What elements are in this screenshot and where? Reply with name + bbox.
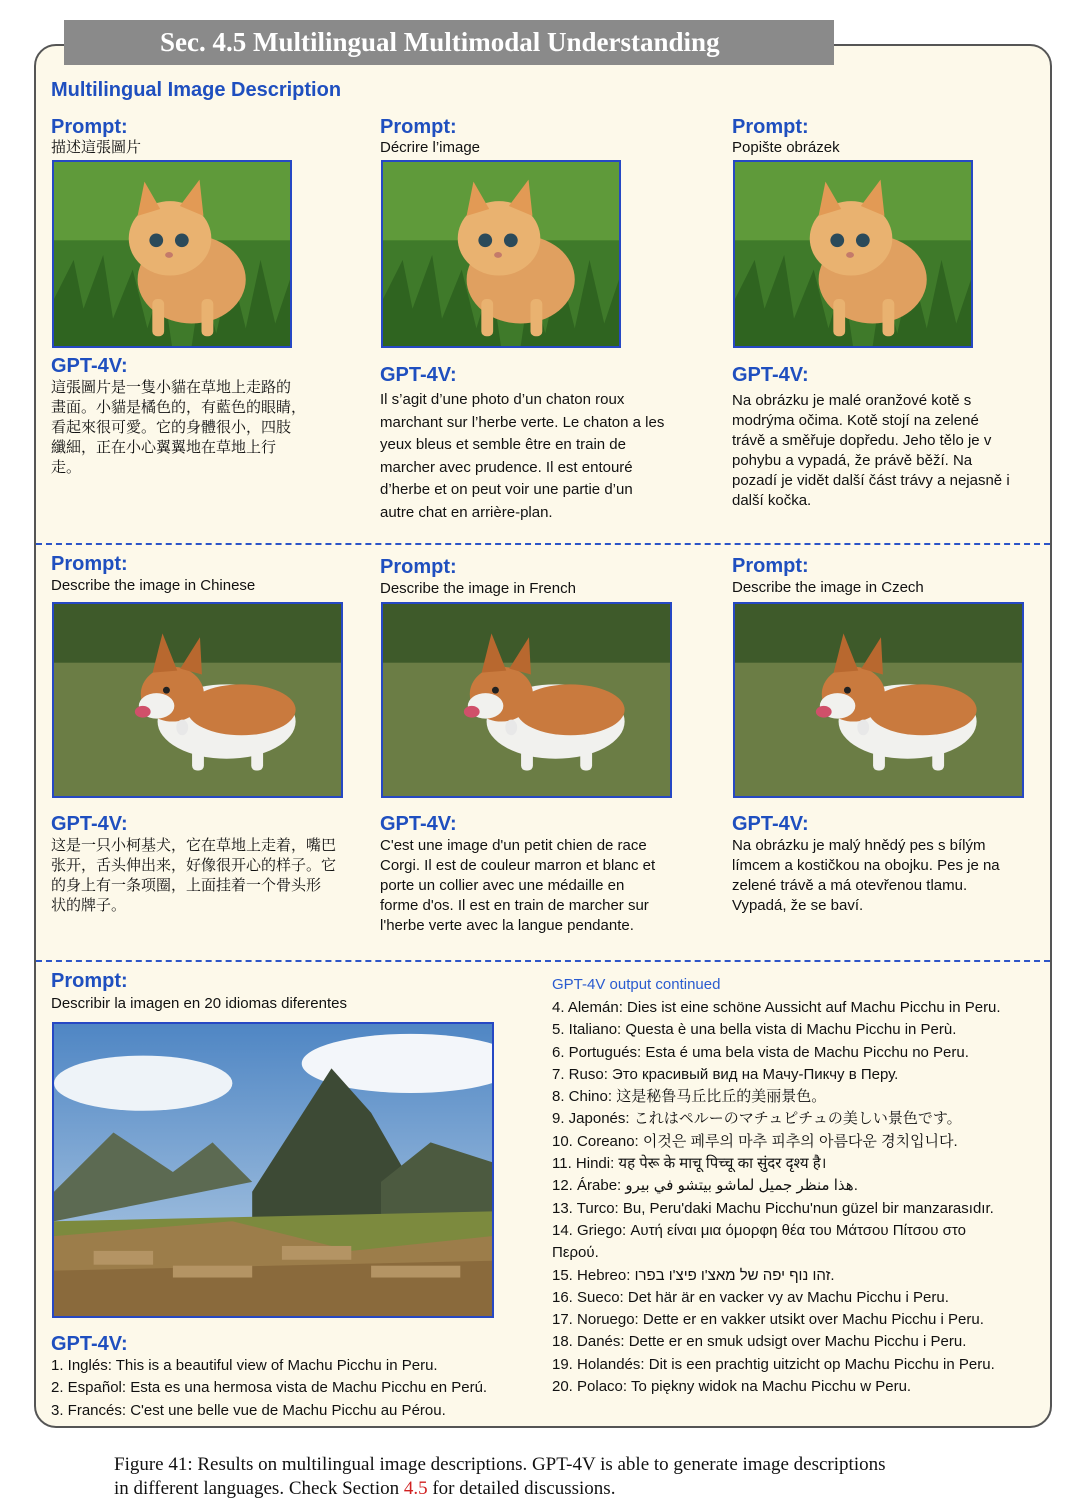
response-line: marcher avec prudence. Il est entouré — [380, 458, 633, 476]
corgi-image — [733, 602, 1024, 798]
response-line: Na obrázku je malé oranžové kotě s — [732, 392, 972, 409]
response-list-left — [51, 1355, 487, 1422]
list-item: 4. Alemán: Dies ist eine schöne Aussicht auf Machu Picchu in Peru. — [552, 999, 1001, 1016]
response-line: Vypadá, že se baví. — [732, 897, 864, 914]
response-label: GPT-4V: — [732, 364, 809, 386]
prompt-text: Describe the image in Chinese — [51, 577, 256, 594]
response-line: yeux bleus et semble être en train de — [380, 436, 626, 453]
response-line: 这是一只小柯基犬，它在草地上走着，嘴巴 — [51, 837, 337, 854]
response-line: modrýma očima. Kotě stojí na zelené — [732, 412, 979, 429]
response-line: 走。 — [51, 459, 82, 476]
response-text-zh — [51, 836, 361, 916]
response-line: Il s’agit d’une photo d’un chaton roux — [380, 391, 625, 408]
response-line: d’herbe et on peut voir une partie d’un — [380, 481, 633, 498]
prompt-text: Décrire l’image — [380, 139, 481, 156]
list-item: 6. Portugués: Esta é uma bela vista de Machu Picchu no Peru. — [552, 1043, 969, 1061]
prompt-label: Prompt: — [380, 556, 457, 578]
response-line: límcem a kostičkou na obojku. Pes je na — [732, 857, 1000, 874]
kitten-image — [52, 160, 292, 348]
list-item: 1. Inglés: This is a beautiful view of Machu Picchu in Peru. — [51, 1357, 438, 1374]
list-item: Περού. — [552, 1244, 599, 1262]
list-item: 2. Español: Esta es una hermosa vista de Machu Picchu en Perú. — [51, 1379, 488, 1397]
response-line: pohybu a vypadá, že právě běží. Na — [732, 452, 973, 469]
list-item: 13. Turco: Bu, Peru'daki Machu Picchu'nun güzel bir manzarasıdır. — [552, 1199, 994, 1217]
response-label: GPT-4V: — [380, 813, 457, 835]
response-line: porte un collier avec une médaille en — [380, 877, 625, 894]
response-line: forme d'os. Il est en train de marcher sur — [380, 897, 649, 914]
prompt-text: 描述這張圖片 — [51, 139, 142, 156]
list-item: 3. Francés: C'est une belle vue de Machu Picchu au Pérou. — [51, 1401, 446, 1419]
prompt-label: Prompt: — [732, 555, 809, 577]
response-line: 這張圖片是一隻小貓在草地上走路的 — [51, 379, 292, 396]
response-text-zh-trad — [51, 378, 351, 478]
response-line: 张开，舌头伸出来，好像很开心的样子。它 — [51, 857, 337, 874]
response-text-fr — [380, 389, 710, 524]
prompt-text: Describir la imagen en 20 idiomas diferentes — [51, 995, 347, 1012]
response-line: l'herbe verte avec la langue pendante. — [380, 917, 634, 934]
panel-heading: Multilingual Image Description — [51, 79, 342, 101]
response-label: GPT-4V: — [732, 813, 809, 835]
prompt-label: Prompt: — [732, 116, 809, 138]
corgi-image — [52, 602, 343, 798]
section-reference-link[interactable]: 4.5 — [403, 1478, 428, 1499]
response-line: C'est une image d'un petit chien de race — [380, 837, 647, 854]
list-item: 16. Sueco: Det här är en vacker vy av Machu Picchu i Peru. — [552, 1288, 949, 1306]
list-item: 19. Holandés: Dit is een prachtig uitzicht op Machu Picchu in Peru. — [552, 1355, 995, 1373]
list-item: 17. Noruego: Dette er en vakker utsikt over Machu Picchu i Peru. — [552, 1311, 984, 1329]
response-line: zelené trávě a má otevřenou tlamu. — [732, 877, 968, 894]
response-label: GPT-4V: — [51, 355, 128, 377]
response-line: 的身上有一条项圈，上面挂着一个骨头形 — [51, 877, 322, 894]
row-divider — [36, 960, 1050, 962]
caption-line-1: Figure 41: Results on multilingual image descriptions. GPT-4V is able to generate image descriptions — [114, 1454, 886, 1475]
figure-caption — [114, 1453, 1014, 1501]
prompt-label: Prompt: — [51, 970, 128, 992]
response-label: GPT-4V: — [51, 813, 128, 835]
prompt-label: Prompt: — [51, 116, 128, 138]
list-item: 10. Coreano: 이것은 페루의 마추 피추의 아름다운 경치입니다. — [552, 1132, 958, 1150]
response-text-cs — [732, 391, 1042, 511]
list-item: 14. Griego: Αυτή είναι μια όμορφη θέα του Μάτσου Πίτσου στο — [552, 1221, 966, 1239]
continued-label: GPT-4V output continued — [552, 976, 721, 993]
list-item: 5. Italiano: Questa è una bella vista di Machu Picchu in Perù. — [552, 1021, 957, 1039]
prompt-text: Describe the image in Czech — [732, 579, 924, 596]
list-item: 8. Chino: 这是秘鲁马丘比丘的美丽景色。 — [552, 1088, 827, 1106]
response-line: 看起來很可愛。它的身體很小，四肢 — [51, 419, 292, 436]
response-list-right — [552, 997, 1001, 1398]
caption-line-2 — [114, 1477, 1014, 1501]
list-item: 18. Danés: Dette er en smuk udsigt over Machu Picchu i Peru. — [552, 1333, 967, 1351]
response-line: autre chat en arrière-plan. — [380, 503, 553, 521]
response-line: pozadí je vidět další část trávy a nejasně i — [732, 472, 1010, 489]
response-label: GPT-4V: — [51, 1333, 128, 1355]
response-line: 纖細，正在小心翼翼地在草地上行 — [51, 439, 277, 456]
section-title: Sec. 4.5 Multilingual Multimodal Understanding — [64, 20, 834, 65]
kitten-image — [733, 160, 973, 348]
response-line: trávě a směřuje dopředu. Jeho tělo je v — [732, 432, 992, 449]
prompt-text: Describe the image in French — [380, 580, 576, 597]
corgi-image — [381, 602, 672, 798]
caption-text: in different languages. Check Section — [114, 1478, 404, 1499]
caption-text: for detailed discussions. — [427, 1478, 616, 1499]
list-item: 12. Árabe: هذا منظر جميل لماشو بيتشو في بيرو. — [552, 1177, 858, 1195]
list-item: 15. Hebreo: זהו נוף יפה של מאצ'ו פיצ'ו בפרו. — [552, 1266, 835, 1284]
row-divider — [36, 543, 1050, 545]
list-item: 9. Japonés: これはペルーのマチュピチュの美しい景色です。 — [552, 1110, 962, 1128]
list-item: 11. Hindi: यह पेरू के माचू पिच्चू का सुंदर दृश्य है। — [552, 1155, 827, 1173]
kitten-image — [381, 160, 621, 348]
response-line: další kočka. — [732, 492, 812, 509]
list-item: 20. Polaco: To piękny widok na Machu Picchu w Peru. — [552, 1378, 912, 1396]
prompt-label: Prompt: — [51, 553, 128, 575]
response-line: 畫面。小貓是橘色的，有藍色的眼睛， — [51, 399, 307, 416]
list-item: 7. Ruso: Это красивый вид на Мачу-Пикчу в Перу. — [552, 1065, 899, 1083]
response-line: Corgi. Il est de couleur marron et blanc et — [380, 857, 656, 874]
prompt-text: Popište obrázek — [732, 139, 840, 156]
prompt-label: Prompt: — [380, 116, 457, 138]
response-line: 状的牌子。 — [51, 897, 127, 914]
response-text-cs — [732, 836, 1042, 916]
response-label: GPT-4V: — [380, 364, 457, 386]
response-line: marchant sur l’herbe verte. Le chaton a les — [380, 413, 665, 431]
machu-picchu-image — [52, 1022, 494, 1318]
response-text-fr — [380, 836, 710, 936]
response-line: Na obrázku je malý hnědý pes s bílým — [732, 837, 986, 854]
